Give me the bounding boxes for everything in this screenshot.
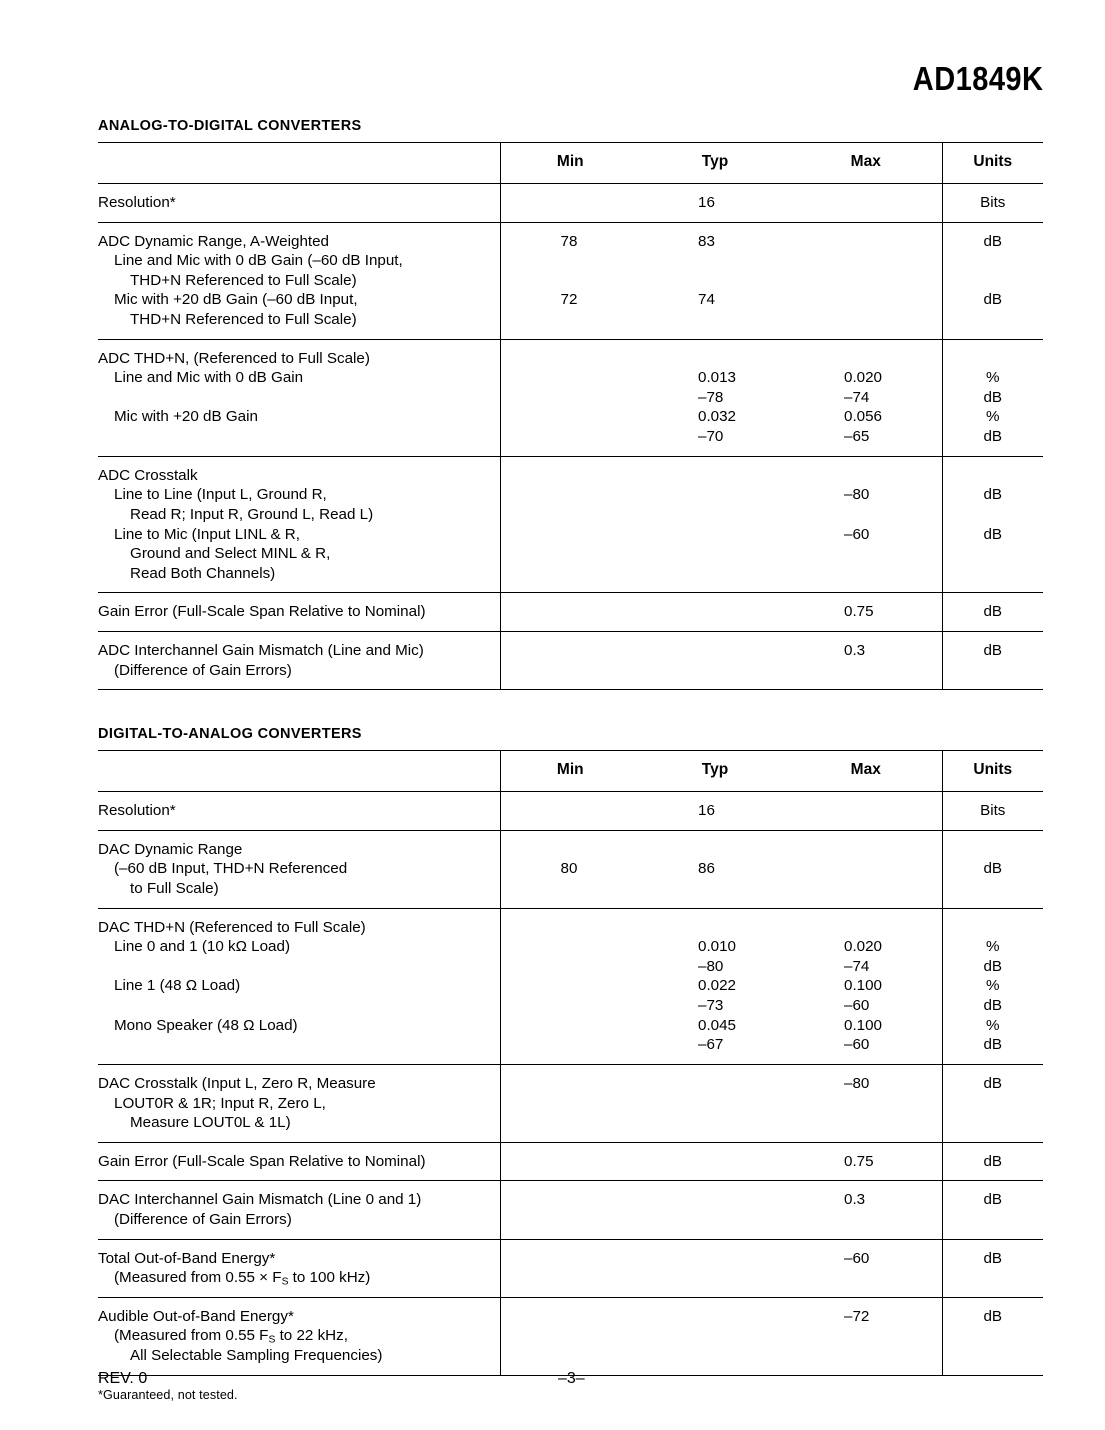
parameter-line: Ground and Select MINL & R, [130, 545, 331, 563]
value: 0.100 [844, 1016, 883, 1034]
min-cell [500, 1064, 640, 1142]
value: dB [983, 388, 1003, 406]
typ-cell [640, 1181, 790, 1239]
parameter-line: Resolution* [98, 194, 176, 211]
min-cell [500, 1181, 640, 1239]
parameter-cell [98, 792, 500, 831]
min-cell [500, 1297, 640, 1375]
parameter-line: (Measured from $0.55 \times F_S$ to 100 kHz) [114, 1269, 371, 1288]
min-cell [500, 339, 640, 456]
parameter-cell [98, 1142, 500, 1181]
value: dB [983, 1307, 1003, 1325]
value: dB [983, 957, 1003, 975]
max-cell [790, 1239, 942, 1297]
value: dB [983, 525, 1003, 543]
spec-table [98, 142, 1043, 690]
parameter-line: (Measured from 0.55 $F_S$ to 22 kHz, [114, 1327, 348, 1346]
typ-cell [640, 631, 790, 689]
value: % [985, 938, 1000, 956]
footnote: *Guaranteed, not tested. [98, 1387, 238, 1402]
table-row [98, 222, 1043, 339]
typ-cell [640, 339, 790, 456]
typ-cell [640, 792, 790, 831]
parameter-line: All Selectable Sampling Frequencies) [130, 1346, 383, 1364]
max-cell [790, 1297, 942, 1375]
table-row [98, 1064, 1043, 1142]
value: 0.013 [698, 369, 737, 387]
table-row [98, 593, 1043, 632]
value: –74 [844, 957, 870, 975]
value: 0.75 [844, 603, 874, 621]
units-cell [942, 1297, 1043, 1375]
column-header-param [98, 143, 500, 184]
value: dB [983, 997, 1003, 1015]
value: –74 [844, 388, 870, 406]
min-cell [500, 908, 640, 1064]
max-cell [790, 456, 942, 593]
parameter-cell [98, 593, 500, 632]
table-row [98, 1142, 1043, 1181]
value: 0.020 [844, 938, 883, 956]
parameter-cell [98, 339, 500, 456]
value: dB [983, 641, 1003, 659]
units-cell [942, 184, 1043, 223]
units-cell [942, 1142, 1043, 1181]
table-row [98, 830, 1043, 908]
value: dB [983, 1152, 1003, 1170]
parameter-line: ADC Interchannel Gain Mismatch (Line and Mic) [98, 641, 424, 659]
value: dB [983, 486, 1003, 504]
parameter-line: DAC Crosstalk (Input L, Zero R, Measure [98, 1074, 376, 1092]
parameter-cell [98, 184, 500, 223]
units-cell [942, 1239, 1043, 1297]
column-header-units: Units [942, 143, 1043, 184]
value: 74 [698, 291, 715, 309]
value: 0.100 [844, 977, 883, 995]
value: dB [983, 1191, 1003, 1209]
max-cell [790, 593, 942, 632]
column-header-min: Min [500, 751, 640, 792]
typ-cell [640, 1239, 790, 1297]
column-header-param [98, 751, 500, 792]
value: % [985, 977, 1000, 995]
value: 72 [560, 291, 578, 309]
column-header-max: Max [790, 751, 942, 792]
value: 0.032 [698, 408, 737, 426]
table-row [98, 1181, 1043, 1239]
value: dB [983, 603, 1003, 621]
parameter-line: (Difference of Gain Errors) [114, 1210, 292, 1228]
parameter-line: Read R; Input R, Ground L, Read L) [130, 505, 374, 523]
column-header-typ: Typ [640, 751, 790, 792]
value: –60 [844, 525, 870, 543]
value: 16 [698, 194, 715, 211]
section-spacer [98, 690, 1043, 726]
table-row [98, 184, 1043, 223]
parameter-line: Measure LOUT0L & 1L) [130, 1114, 291, 1132]
parameter-line: ADC Dynamic Range, A-Weighted [98, 232, 330, 250]
typ-cell [640, 908, 790, 1064]
parameter-line: Line and Mic with 0 dB Gain [114, 369, 304, 387]
value: 0.3 [844, 1191, 866, 1209]
value: –60 [844, 997, 870, 1015]
value: dB [983, 1036, 1003, 1054]
section-heading: ANALOG-TO-DIGITAL CONVERTERS [98, 118, 362, 134]
parameter-line: DAC Dynamic Range [98, 840, 243, 858]
parameter-line: (–60 dB Input, THD+N Referenced [114, 860, 348, 878]
min-cell [500, 1142, 640, 1181]
typ-cell [640, 456, 790, 593]
value: 78 [560, 232, 578, 250]
column-header-units: Units [942, 751, 1043, 792]
min-cell [500, 792, 640, 831]
parameter-line: Gain Error (Full-Scale Span Relative to Nominal) [98, 1152, 426, 1170]
title-row [98, 0, 1043, 118]
parameter-cell [98, 830, 500, 908]
parameter-cell [98, 908, 500, 1064]
units-cell [942, 222, 1043, 339]
value: –60 [844, 1036, 870, 1054]
parameter-line: THD+N Referenced to Full Scale) [130, 271, 357, 289]
max-cell [790, 1142, 942, 1181]
max-cell [790, 792, 942, 831]
value: 0.045 [698, 1016, 737, 1034]
units-cell [942, 1064, 1043, 1142]
value: dB [983, 428, 1003, 446]
units-cell [942, 593, 1043, 632]
page-content [98, 0, 1043, 1402]
value: 80 [560, 860, 578, 878]
value: –73 [698, 997, 724, 1015]
table-row [98, 792, 1043, 831]
parameter-line: LOUT0R & 1R; Input R, Zero L, [114, 1094, 326, 1112]
min-cell [500, 184, 640, 223]
value: 0.056 [844, 408, 883, 426]
value: –72 [844, 1307, 870, 1325]
value: 0.3 [844, 641, 866, 659]
value: Bits [980, 194, 1006, 211]
value: % [985, 408, 1000, 426]
parameter-cell [98, 1239, 500, 1297]
parameter-line: Total Out-of-Band Energy* [98, 1249, 276, 1267]
value: –80 [844, 486, 870, 504]
max-cell [790, 908, 942, 1064]
value: 0.75 [844, 1152, 874, 1170]
table-row [98, 1239, 1043, 1297]
units-cell [942, 830, 1043, 908]
parameter-line: THD+N Referenced to Full Scale) [130, 311, 357, 329]
max-cell [790, 339, 942, 456]
parameter-line: Mic with +20 dB Gain [114, 408, 258, 426]
parameter-cell [98, 631, 500, 689]
value: Bits [980, 802, 1006, 820]
max-cell [790, 830, 942, 908]
page-number: –3– [558, 1370, 585, 1387]
value: 86 [698, 860, 715, 878]
value: –60 [844, 1249, 870, 1267]
value: dB [983, 1249, 1003, 1267]
value: 0.022 [698, 977, 737, 995]
max-cell [790, 184, 942, 223]
value: dB [983, 1074, 1003, 1092]
parameter-line: Gain Error (Full-Scale Span Relative to Nominal) [98, 603, 426, 621]
units-cell [942, 1181, 1043, 1239]
table-row [98, 456, 1043, 593]
max-cell [790, 1064, 942, 1142]
parameter-cell [98, 222, 500, 339]
parameter-line: DAC Interchannel Gain Mismatch (Line 0 and 1) [98, 1191, 422, 1209]
table-row [98, 1297, 1043, 1375]
column-header-max: Max [790, 143, 942, 184]
min-cell [500, 1239, 640, 1297]
table-header-row [98, 143, 1043, 184]
value: 0.010 [698, 938, 737, 956]
value: 16 [698, 802, 715, 820]
typ-cell [640, 1142, 790, 1181]
value: –67 [698, 1036, 724, 1054]
parameter-line: DAC THD+N (Referenced to Full Scale) [98, 918, 366, 936]
parameter-cell [98, 1297, 500, 1375]
parameter-line: (Difference of Gain Errors) [114, 661, 292, 679]
table-row [98, 908, 1043, 1064]
table-row [98, 631, 1043, 689]
value: –80 [844, 1074, 870, 1092]
parameter-line: Line 1 (48 Ω Load) [114, 977, 241, 995]
parameter-line: Read Both Channels) [130, 564, 276, 582]
units-cell [942, 631, 1043, 689]
parameter-cell [98, 456, 500, 593]
units-cell [942, 908, 1043, 1064]
value: % [985, 1016, 1000, 1034]
parameter-line: ADC Crosstalk [98, 466, 198, 484]
parameter-line: ADC THD+N, (Referenced to Full Scale) [98, 349, 370, 367]
part-number-title: AD1849K [912, 60, 1043, 97]
value: –78 [698, 388, 724, 406]
table-header-row [98, 751, 1043, 792]
parameter-line: Line to Line (Input L, Ground R, [114, 486, 327, 504]
parameter-line: Resolution* [98, 802, 176, 820]
parameter-line: Mono Speaker (48 Ω Load) [114, 1016, 298, 1034]
typ-cell [640, 1064, 790, 1142]
value: 83 [698, 232, 715, 250]
spec-table [98, 750, 1043, 1375]
typ-cell [640, 184, 790, 223]
units-cell [942, 792, 1043, 831]
column-header-typ: Typ [640, 143, 790, 184]
min-cell [500, 456, 640, 593]
value: 0.020 [844, 369, 883, 387]
spec-sections [98, 118, 1043, 1376]
typ-cell [640, 1297, 790, 1375]
value: dB [983, 291, 1003, 309]
units-cell [942, 339, 1043, 456]
value: –80 [698, 957, 724, 975]
max-cell [790, 1181, 942, 1239]
value: % [985, 369, 1000, 387]
max-cell [790, 631, 942, 689]
typ-cell [640, 222, 790, 339]
value: dB [983, 232, 1003, 250]
value: –65 [844, 428, 870, 446]
min-cell [500, 222, 640, 339]
value: dB [983, 860, 1003, 878]
units-cell [942, 456, 1043, 593]
revision-label: REV. 0 [98, 1370, 148, 1387]
parameter-line: to Full Scale) [130, 880, 219, 898]
min-cell [500, 830, 640, 908]
parameter-cell [98, 1181, 500, 1239]
parameter-cell [98, 1064, 500, 1142]
parameter-line: Line 0 and 1 (10 kΩ Load) [114, 938, 291, 956]
column-header-min: Min [500, 143, 640, 184]
parameter-line: Mic with +20 dB Gain (–60 dB Input, [114, 291, 358, 309]
parameter-line: Line to Mic (Input LINL & R, [114, 525, 300, 543]
parameter-line: Line and Mic with 0 dB Gain (–60 dB Input, [114, 252, 403, 270]
min-cell [500, 631, 640, 689]
typ-cell [640, 830, 790, 908]
max-cell [790, 222, 942, 339]
table-row [98, 339, 1043, 456]
value: –70 [698, 428, 724, 446]
parameter-line: Audible Out-of-Band Energy* [98, 1307, 294, 1325]
typ-cell [640, 593, 790, 632]
min-cell [500, 593, 640, 632]
section-heading: DIGITAL-TO-ANALOG CONVERTERS [98, 726, 362, 743]
